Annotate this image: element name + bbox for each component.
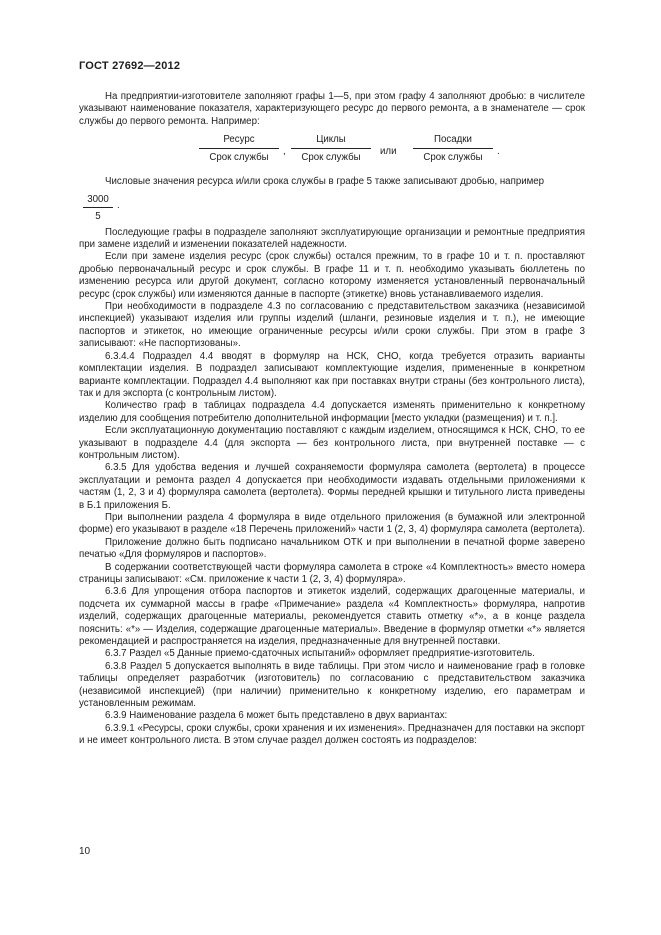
fraction-denominator: Срок службы	[423, 151, 483, 163]
fraction-separator: ,	[283, 146, 286, 158]
fraction-end: .	[117, 199, 120, 211]
fraction-denominator: 5	[95, 211, 101, 223]
fraction-numeric	[83, 194, 113, 224]
fraction-numerator: Циклы	[291, 134, 371, 148]
paragraph: 6.3.8 Раздел 5 допускается выполнять в виде таблицы. При этом число и наименование граф в головке таблицы определяет разработчик (изготовитель) по согласованию с представительством заказчика (независимой инспекцией) (при наличии) применительно к конкретному изделию, его параметрам и установленным режимам.	[79, 660, 585, 710]
fraction-separator: или	[380, 146, 397, 158]
paragraph: 6.3.5 Для удобства ведения и лучшей сохраняемости формуляра самолета (вертолета) в процессе эксплуатации и ремонта раздел 4 допускается при необходимости издавать отдельными приложениями к частям (1, 2, 3 и 4) формуляра самолета (вертолета). Формы передней крышки и титульного листа приведены в Б.1 приложения Б.	[79, 462, 585, 511]
paragraph: Числовые значения ресурса и/или срока службы в графе 5 также записывают дробью, например	[105, 176, 545, 188]
paragraph: Приложение должно быть подписано начальником ОТК и при выполнении в печатной форме заверено печатью «Для формуляров и паспортов».	[79, 536, 585, 561]
paragraph: 6.3.7 Раздел «5 Данные приемо-сдаточных испытаний» оформляет предприятие-изготовитель.	[105, 648, 535, 660]
paragraph: 6.3.9.1 «Ресурсы, сроки службы, сроки хранения и их изменения». Предназначен для поставки на экспорт и не имеет контрольного листа. В этом случае раздел должен состоять из подразделов:	[79, 722, 585, 747]
fraction-resource	[199, 134, 279, 164]
paragraph: Если эксплуатационную документацию поставляют с каждым изделием, относящимся к НСК, СНО, то ее указывают в подразделе 4.4 (для экспорта — без контрольного листа, при внутренней поставке — с контрольным листом).	[79, 425, 585, 461]
paragraph: 6.3.6 Для упрощения отбора паспортов и этикеток изделий, содержащих драгоценные материалы, и подсчета их суммарной массы в графе «Примечание» раздела «4 Комплектность» формуляра, напротив изделий, содержащих драгоценные материалы, рекомендуется ставить отметку «*», а в конце раздела пояснить: «*» — Изделия, содержащие драгоценные материалы». Введение в формуляр отметки «*» является рекомендацией и распространяется на изделия, предназначенные для внутренней поставки.	[79, 586, 585, 648]
document-body	[79, 91, 585, 748]
paragraph: Количество граф в таблицах подраздела 4.4 допускается изменять применительно к конкретному изделию для сообщения потребителю дополнительной информации [место укладки (размещения) и т. п.].	[79, 400, 585, 424]
paragraph: Последующие графы в подразделе заполняют эксплуатирующие организации и ремонтные предприятия при замене изделий и изменении показателей надежности.	[79, 226, 585, 251]
numeric-example	[79, 191, 585, 221]
page-number: 10	[79, 846, 91, 857]
paragraph: 6.3.9 Наименование раздела 6 может быть представлено в двух вариантах:	[105, 710, 448, 722]
paragraph: При выполнении раздела 4 формуляра в виде отдельного приложения (в бумажной или электронной форме) его указывают в разделе «18 Перечень приложений» части 1 (2, 3, 4) формуляра самолета (вертолета).	[79, 511, 586, 536]
standard-header: ГОСТ 27692—2012	[79, 60, 181, 72]
fraction-landings	[413, 134, 493, 164]
paragraph: На предприятии-изготовителе заполняют графы 1—5, при этом графу 4 заполняют дробью: в числителе указывают наименование показателя, характеризующего ресурс до первого ремонта, а в знаменателе — срок службы до первого ремонта. Например:	[79, 91, 585, 127]
fraction-numerator: 3000	[83, 194, 113, 208]
fraction-denominator: Срок службы	[301, 151, 361, 163]
paragraph: В содержании соответствующей части формуляра самолета в строке «4 Комплектность» вместо номера страницы записывают: «См. приложение к части 1 (2, 3, 4) формуляра».	[79, 561, 585, 585]
fraction-examples	[79, 128, 585, 172]
fraction-numerator: Посадки	[413, 134, 493, 148]
fraction-cycles	[291, 134, 371, 164]
paragraph: Если при замене изделия ресурс (срок службы) остался прежним, то в графе 10 и т. п. проставляют дробью первоначальный ресурс и срок службы. В графе 11 и т. п. необходимо указывать бюллетень по изменению ресурса или другой документ, согласно которому изменяется установленный первоначальный ресурс (срок службы) или изменяются данные в паспорте (этикетке) вновь устанавливаемого изделия.	[79, 251, 585, 300]
paragraph: 6.3.4.4 Подраздел 4.4 вводят в формуляр на НСК, СНО, когда требуется отразить варианты комплектации изделия. В подраздел записывают комплектующие изделия, примененные в конкретном варианте комплектации. Подраздел 4.4 выполняют как при поставках внутри страны (без контрольного листа), так и для экспорта (с контрольным листом).	[79, 350, 585, 399]
paragraph: При необходимости в подразделе 4.3 по согласованию с представительством заказчика (независимой инспекцией) указывают изделия или группы изделий (шланги, резиновые изделия и т. п.), не имеющие паспортов и этикеток, но имеющие ограниченные ресурсы и/или сроки службы. При этом в графе 3 записывают: «Не паспортизованы».	[79, 301, 585, 350]
fraction-denominator: Срок службы	[209, 151, 269, 163]
fraction-numerator: Ресурс	[199, 134, 279, 148]
fraction-separator: .	[497, 146, 500, 158]
